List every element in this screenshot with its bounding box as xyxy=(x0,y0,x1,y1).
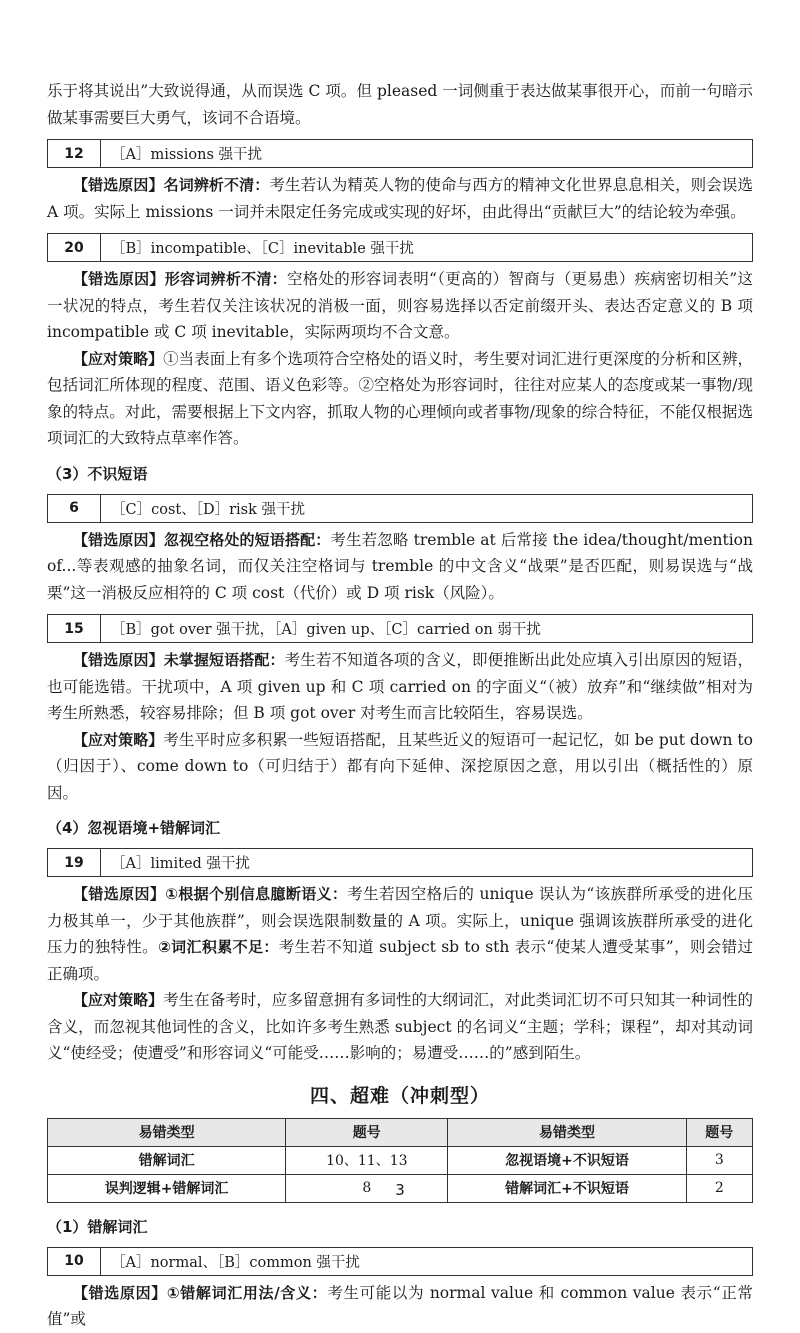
strategy-label: 【应对策略】 xyxy=(73,730,164,749)
question-number: 10 xyxy=(48,1248,101,1275)
reason-paragraph-12 xyxy=(47,172,753,225)
table-cell: 忽视语境+不识短语 xyxy=(448,1146,686,1174)
reason-text: 考生可能以为 normal value 和 common value 表示“正常值”或 xyxy=(47,1283,753,1328)
reason-text: 考生若认为精英人物的使命与西方的精神文化世界息息相关，则会误选 A 项。实际上 missions 一词并未限定任务完成或实现的好坏，由此得出“贡献巨大”的结论较为牵强。 xyxy=(47,176,753,221)
reason-label: 【错选原因】忽视空格处的短语搭配： xyxy=(73,530,331,549)
reason-label: 【错选原因】形容词辨析不清： xyxy=(73,270,287,288)
reason-text: 考生若不知道各项的含义，即便推断出此处应填入引出原因的短语，也可能选错。干扰项中，A 项 given up 和 C 项 carried on 的字面义“（被）放弃”和“继续做”相对为考生所熟悉，较容易排除；但 B 项 got over 对考生而言比较陌生，容易误选。 xyxy=(47,651,753,722)
table-cell: 错解词汇 xyxy=(48,1146,286,1174)
strategy-paragraph-15 xyxy=(47,727,753,807)
item-box-19 xyxy=(47,848,753,877)
strategy-text: 考生在备考时，应多留意拥有多词性的大纲词汇，对此类词汇切不可只知其一种词性的含义，而忽视其他词性的含义，比如许多考生熟悉 subject 的名词义“主题；学科；课程”，却对其动词义“使经受；使遭受”和形容词义“可能受……影响的；易遭受……的”感到陌生。 xyxy=(47,991,753,1062)
table-cell: 10、11、13 xyxy=(286,1146,448,1174)
column-header: 题号 xyxy=(286,1118,448,1146)
item-box-10 xyxy=(47,1247,753,1276)
distractor-options: ［B］got over 强干扰，［A］given up、［C］carried on 弱干扰 xyxy=(111,622,541,638)
reason-text: 空格处的形容词表明“（更高的）智商与（更易患）疾病密切相关”这一状况的特点，考生若仅关注该状况的消极一面，则容易选择以否定前缀开头、表达否定意义的 B 项 incompatible 或 C 项 inevitable，实际两项均不合文意。 xyxy=(47,270,753,341)
reason-paragraph-6 xyxy=(47,527,753,607)
reason-label-2: ②词汇积累不足： xyxy=(158,938,279,956)
distractor-options: ［C］cost、［D］risk 强干扰 xyxy=(111,501,305,518)
strategy-text: ①当表面上有多个选项符合空格处的语义时，考生要对词汇进行更深度的分析和区辨，包括词汇所体现的程度、范围、语义色彩等。②空格处为形容词时，往往对应某人的态度或某一事物/现象的特点。对此，需要根据上下文内容，抓取人物的心理倾向或者事物/现象的综合特征，不能仅根据选项词汇的大致特点草率作答。 xyxy=(47,349,753,447)
table-header-row xyxy=(48,1118,753,1146)
item-box-6 xyxy=(47,494,753,523)
strategy-paragraph-20 xyxy=(47,346,753,452)
column-header: 题号 xyxy=(686,1118,752,1146)
strategy-text: 考生平时应多积累一些短语搭配，且某些近义的短语可一起记忆，如 be put down to（归因于）、come down to（可归结于）都有向下延伸、深挖原因之意，用以引出（概括性的）原因。 xyxy=(47,730,753,802)
distractor-options: ［A］missions 强干扰 xyxy=(111,147,262,163)
reason-label: 【错选原因】①错解词汇用法/含义： xyxy=(73,1283,328,1302)
table-row xyxy=(48,1146,753,1174)
table-cell: 2 xyxy=(686,1174,752,1202)
question-number: 20 xyxy=(48,234,101,261)
intro-paragraph: 乐于将其说出”大致说得通，从而误选 C 项。但 pleased 一词侧重于表达做某事很开心，而前一句暗示做某事需要巨大勇气，该词不合语境。 xyxy=(47,82,753,127)
strategy-paragraph-19 xyxy=(47,987,753,1067)
subsection-heading-1: （1）错解词汇 xyxy=(47,1217,148,1236)
strategy-label: 【应对策略】 xyxy=(73,349,164,368)
question-number: 12 xyxy=(48,140,101,167)
table-cell: 错解词汇+不识短语 xyxy=(448,1174,686,1202)
strategy-label: 【应对策略】 xyxy=(73,991,164,1009)
subsection-heading-4: （4）忽视语境+错解词汇 xyxy=(47,819,221,837)
item-box-20 xyxy=(47,233,753,262)
column-header: 易错类型 xyxy=(48,1118,286,1146)
reason-paragraph-19 xyxy=(47,881,753,987)
question-number: 19 xyxy=(48,849,101,876)
item-box-15 xyxy=(47,614,753,643)
section-heading: 四、超难（冲刺型） xyxy=(309,1084,490,1107)
reason-paragraph-15 xyxy=(47,647,753,727)
reason-text-2: 考生若不知道 subject sb to sth 表示“使某人遭受某事”，则会错过正确项。 xyxy=(47,938,753,983)
subsection-heading-3: （3）不识短语 xyxy=(47,464,148,483)
distractor-options: ［A］limited 强干扰 xyxy=(111,856,250,872)
page-content xyxy=(47,78,753,1333)
reason-paragraph-20 xyxy=(47,266,753,346)
reason-text: 考生若忽略 tremble at 后常接 the idea/thought/mention of...等表观感的抽象名词，而仅关注空格词与 tremble 的中文含义“战栗”是否匹配，则易误选与“战栗”这一消极反应相符的 C 项 cost（代价）或 D 项 risk（风险）。 xyxy=(47,530,753,602)
column-header: 易错类型 xyxy=(448,1118,686,1146)
reason-label: 【错选原因】未掌握短语搭配： xyxy=(73,651,285,669)
reason-label: 【错选原因】①根据个别信息臆断语义： xyxy=(73,885,348,903)
table-cell: 8 xyxy=(286,1174,448,1202)
item-box-12 xyxy=(47,139,753,168)
distractor-options: ［B］incompatible、［C］inevitable 强干扰 xyxy=(111,241,414,257)
distractor-options: ［A］normal、［B］common 强干扰 xyxy=(111,1254,360,1271)
table-cell: 误判逻辑+错解词汇 xyxy=(48,1174,286,1202)
question-number: 15 xyxy=(48,615,101,642)
page-number: 3 xyxy=(395,1181,405,1199)
reason-text: 考生若因空格后的 unique 误认为“该族群所承受的进化压力极其单一，少于其他族群”，则会误选限制数量的 A 项。实际上，unique 强调该族群所承受的进化压力的独特性。 xyxy=(47,885,754,956)
reason-paragraph-10 xyxy=(47,1280,753,1333)
reason-label: 【错选原因】名词辨析不清： xyxy=(73,176,270,194)
question-number: 6 xyxy=(48,495,101,522)
table-cell: 3 xyxy=(686,1146,752,1174)
